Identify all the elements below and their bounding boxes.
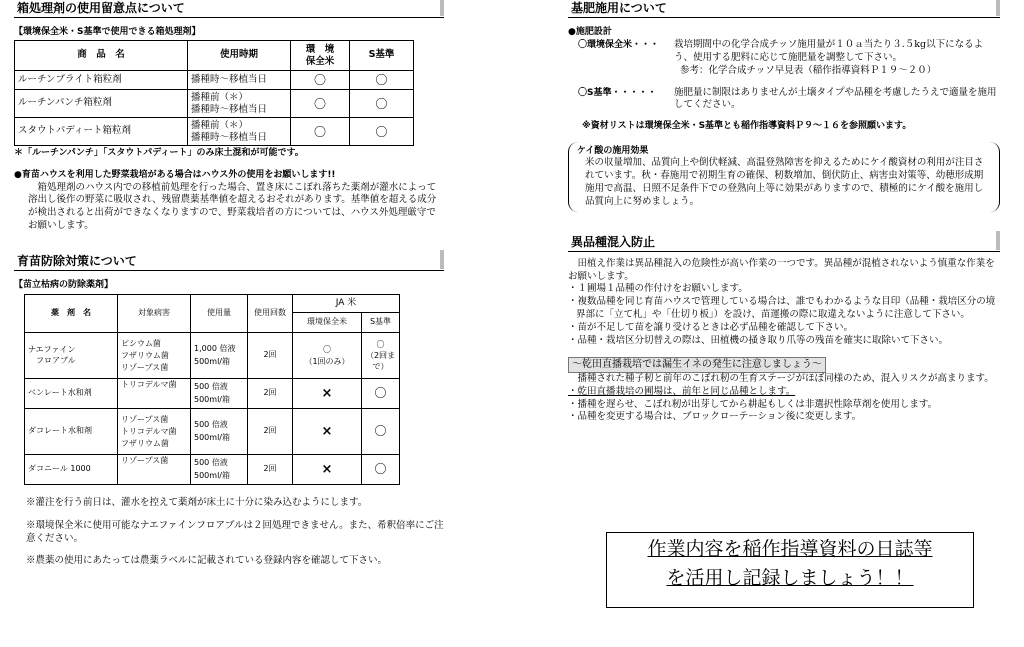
list-item: ・品種・栽培区分切替えの際は、田植機の掻き取り爪等の残苗を確実に取除いて下さい。 (568, 334, 949, 346)
product-name: ルーチンパンチ箱粒剤 (15, 90, 188, 118)
table-row (25, 333, 400, 379)
title-accent-bar (440, 0, 444, 16)
use-times: 2回 (248, 409, 293, 455)
table-caption: 【環境保全米・S基準で使用できる箱処理剤】 (14, 27, 201, 37)
target-disease: リゾープス菌 トリコデルマ菌 フザリウム菌 (118, 409, 191, 455)
env-mark: 〇 (291, 90, 350, 118)
note-label: ※農薬の使用にあたっては農薬ラベルに記載されている登録内容を確認して下さい。 (26, 555, 388, 567)
env-rice-text (674, 39, 1000, 77)
s-mark: 〇 (362, 379, 400, 409)
env-mark: × (293, 379, 362, 409)
damping-off-table (24, 294, 400, 485)
table-header-row (15, 41, 414, 71)
agent-name: ナエファイン フロアブル (25, 333, 118, 379)
env-rice-label: 〇環境保全米・・・ (578, 40, 660, 51)
section-title-variety-mix (568, 234, 1000, 252)
use-timing: 播種前（＊） 播種時～移植当日 (188, 118, 291, 146)
env-mark: 〇 （1回のみ） (293, 333, 362, 379)
use-times: 2回 (248, 333, 293, 379)
table-row (25, 379, 400, 409)
warning-heading: ●育苗ハウスを利用した野菜栽培がある場合はハウス外の使用をお願いします!! (14, 170, 336, 181)
title-accent-bar (440, 250, 444, 269)
env-rice-body: 栽培期間中の化学合成チッソ施用量が１０ａ当たり３.５kg以下になるよう、使用する肥料に応じて施肥量を調整して下さい。 (674, 39, 984, 63)
list-item: ・乾田直播栽培の圃場は、前年と同じ品種とします。 (568, 385, 796, 397)
env-mark: 〇 (291, 118, 350, 146)
dose: 500 倍液 500ml/箱 (191, 379, 248, 409)
slogan-line-1: 作業内容を稲作指導資料の日誌等 (647, 538, 933, 560)
table-row (15, 90, 414, 118)
s-standard-label: 〇S基準・・・・・ (578, 87, 657, 98)
warning-body: 箱処理剤のハウス内での移植前処理を行った場合、置き床にこぼれ落ちた薬剤が灌水によって溶出し後作の野菜に吸収され、残留農薬基準値を超えるおそれがあります。基準値を超える成分が検出されると出荷ができなくなりますので、野菜栽培者の方については、ハウス外処理厳守でお願いします。 (28, 181, 437, 232)
s-mark: 〇 (350, 118, 414, 146)
col-header-env: 環 境 保全米 (291, 41, 350, 71)
section-title-box-treatment (14, 0, 444, 18)
direct-seeding-intro: 播種された種子籾と前年のこぼれ籾の生育ステージがほぼ同様のため、混入リスクが高まります。 (568, 372, 994, 384)
use-times: 2回 (248, 455, 293, 485)
product-name: ルーチンブライト箱粒剤 (15, 71, 188, 90)
dose: 1,000 倍液 500ml/箱 (191, 333, 248, 379)
use-timing: 播種時～移植当日 (188, 71, 291, 90)
title-accent-bar (996, 231, 1000, 250)
left-column (14, 0, 444, 568)
env-rice-row (568, 39, 1000, 77)
env-mark: 〇 (291, 71, 350, 90)
col-header-target: 対象病害 (118, 295, 191, 333)
col-header-times: 使用回数 (248, 295, 293, 333)
s-standard-row (568, 87, 1000, 113)
table-row (15, 118, 414, 146)
col-header-name: 商 品 名 (15, 41, 188, 71)
col-header-ja: JA 米 (293, 295, 400, 313)
table-footnote: ＊「ルーチンパンチ」「スタウトパディート」のみ床土混和が可能です。 (14, 148, 304, 159)
table-caption: 【苗立枯病の防除薬剤】 (14, 279, 114, 290)
use-times: 2回 (248, 379, 293, 409)
s-mark: 〇 （2回まで） (362, 333, 400, 379)
variety-intro: 田植え作業は異品種混入の危険性が高い作業の一つです。異品種が混植されないよう慎重な作業をお願いします。 (568, 257, 995, 282)
product-name: スタウトパディート箱粒剤 (15, 118, 188, 146)
dose: 500 倍液 500ml/箱 (191, 409, 248, 455)
section-title-text: 基肥施用について (571, 1, 667, 15)
record-slogan-box (606, 532, 974, 608)
table-row (25, 409, 400, 455)
env-mark: × (293, 409, 362, 455)
silicic-acid-box (568, 142, 1000, 211)
col-header-name: 薬 剤 名 (25, 295, 118, 333)
material-list-note: ※資材リストは環境保全米・S基準とも稲作指導資料Ｐ９～１６を参照願います。 (582, 121, 912, 132)
section-title-text: 箱処理剤の使用留意点について (17, 1, 185, 15)
section-title-text: 異品種混入防止 (571, 234, 656, 249)
box-treatment-table (14, 40, 414, 146)
list-item: ・複数品種を同じ育苗ハウスで管理している場合は、誰でもわかるような目印（品種・栽培区分の境界部に「立て札」や「仕切り板」）を設け、苗運搬の際に取違えないように注意して下さい。 (568, 296, 996, 320)
section-title-text: 育苗防除対策について (17, 253, 137, 268)
table-row (25, 455, 400, 485)
target-disease: トリコデルマ菌 (118, 379, 191, 409)
agent-name: ダコニール 1000 (25, 455, 118, 485)
list-item: ・播種を遅らせ、こぼれ籾が出芽してから耕起もしくは非選択性除草剤を使用します。 (568, 398, 938, 410)
s-standard-body: 施肥量に制限はありませんが土壌タイプや品種を考慮したうえで適量を施用してください。 (674, 86, 997, 111)
silicic-acid-body: 米の収量増加、品質向上や倒伏軽減、高温登熟障害を抑えるためにケイ酸資材の利用が注目されています。秋・春施用で初期生育の確保、籾数増加、倒伏防止、病害虫対策等、幼穂形成期施用で高温、日照不足条件下での登熟向上等に効果がありますので、積極的にケイ酸を施用し品質向上に努めましょう。 (585, 157, 984, 207)
silicic-acid-heading: ケイ酸の施用効果 (577, 146, 649, 157)
col-header-s: S基準 (362, 313, 400, 333)
section-title-seedling (14, 253, 444, 271)
direct-seeding-callout: ～乾田直播栽培では漏生イネの発生に注意しましょう～ (568, 357, 826, 373)
agent-name: ベンレート水和剤 (25, 379, 118, 409)
title-accent-bar (996, 0, 1000, 16)
note-irrigation: ※灌注を行う前日は、灌水を控えて薬剤が床土に十分に染み込むようにします。 (26, 497, 368, 508)
right-column (568, 0, 1000, 424)
list-item: ・苗が不足して苗を譲り受けるときは必ず品種を確認して下さい。 (568, 321, 854, 333)
list-item: ・１圃場１品種の作付けをお願いします。 (568, 283, 748, 295)
variety-list (568, 283, 1000, 347)
target-disease: ピシウム菌 フザリウム菌 リゾープス菌 (118, 333, 191, 379)
slogan-line-2: を活用し記録しましょう！！ (666, 567, 914, 589)
col-header-dose: 使用量 (191, 295, 248, 333)
direct-seeding-list (568, 386, 1000, 424)
col-header-timing: 使用時期 (188, 41, 291, 71)
table-row (15, 71, 414, 90)
s-mark: 〇 (350, 90, 414, 118)
env-rice-reference: 参考：化学合成チッソ早見表（稲作指導資料Ｐ１９～２０） (680, 64, 937, 76)
use-timing: 播種前（＊） 播種時～移植当日 (188, 90, 291, 118)
dose: 500 倍液 500ml/箱 (191, 455, 248, 485)
col-header-env: 環境保全米 (293, 313, 362, 333)
target-disease: リゾープス菌 (118, 455, 191, 485)
section-title-base-fertilizer (568, 0, 1000, 18)
s-mark: 〇 (362, 455, 400, 485)
table-header-row (25, 295, 400, 313)
agent-name: ダコレート水和剤 (25, 409, 118, 455)
col-header-s: S基準 (350, 41, 414, 71)
s-mark: 〇 (350, 71, 414, 90)
fertilizer-design-heading: ●施肥設計 (568, 27, 612, 37)
env-mark: × (293, 455, 362, 485)
s-mark: 〇 (362, 409, 400, 455)
note-naefine: ※環境保全米に使用可能なナエファインフロアブルは２回処理できません。また、希釈倍率にご注意ください。 (26, 519, 444, 544)
list-item: ・品種を変更する場合は、ブロックローテーション後に変更します。 (568, 411, 862, 423)
